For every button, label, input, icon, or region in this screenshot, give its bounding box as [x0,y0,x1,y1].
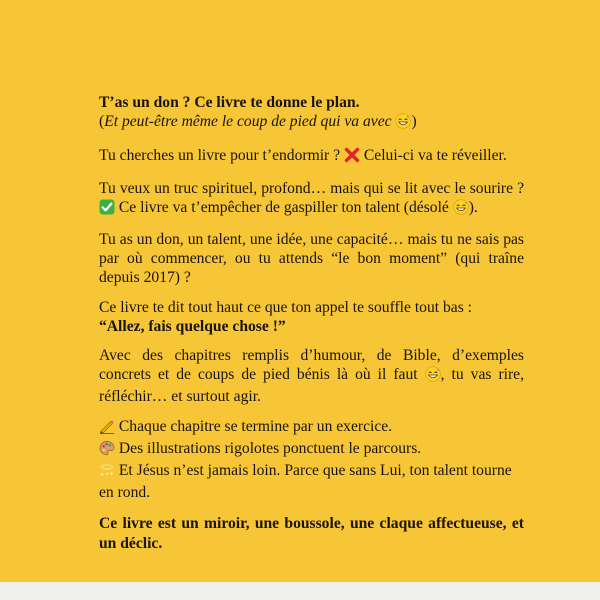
paragraph-spiritual-text-b: Ce livre va t’empêcher de gaspiller ton talent (désolé [115,198,453,216]
feature-text: Et Jésus n’est jamais loin. Parce que sans Lui, ton talent tourne en rond. [99,462,512,502]
closing-statement: Ce livre est un miroir, une boussole, une claque affectueuse, et un déclic. [99,515,524,552]
paragraph-sleep-text-b: Celui-ci va te réveiller. [359,147,507,165]
paragraph-chapters [99,346,524,407]
headline-title: T’as un don ? Ce livre te donne le plan. [99,94,360,111]
sparkle-halo-icon [99,462,115,483]
paragraph-chapters-text-b: , tu vas rire, réfléchir… et surtout agir. [99,366,524,406]
paragraph-calling-text: Ce livre te dit tout haut ce que ton appel te souffle tout bas : [99,298,473,316]
paragraph-sleep [99,146,524,168]
feature-text: Chaque chapitre se termine par un exercice. [115,417,393,435]
paragraph-calling [99,298,524,336]
subtitle-close-paren: ) [411,113,417,131]
headline-subtitle: Et peut-être même le coup de pied qui va avec [104,113,396,131]
description-text [99,93,524,553]
green-check-icon [99,199,115,220]
feature-item [99,439,524,461]
bottom-strip [0,582,600,600]
pencil-writing-icon [99,418,115,439]
headline [99,93,524,134]
paragraph-gift: Tu as un don, un talent, une idée, une capacité… mais tu ne sais pas par où commencer, ou tu attends “le bon moment” (qui traîne depuis 2017) ? [99,231,524,287]
red-cross-icon [344,147,360,168]
artist-palette-icon [99,440,115,461]
call-to-action-quote: “Allez, fais quelque chose !” [99,317,286,335]
paragraph-spiritual-text-c: ). [468,198,478,216]
feature-text: Des illustrations rigolotes ponctuent le parcours. [115,439,422,457]
grinning-sweat-icon [395,113,411,134]
paragraph-spiritual [99,179,524,220]
paragraph-chapters-text-a: Avec des chapitres remplis d’humour, de Bible, d’exemples concrets et de coups de pied bénis là où il faut [99,347,524,384]
paragraph-sleep-text-a: Tu cherches un livre pour t’endormir ? [99,147,344,165]
grinning-sweat-icon [453,199,469,220]
feature-list [99,417,524,503]
feature-item [99,417,524,439]
subtitle-open-paren: ( [99,113,105,131]
paragraph-spiritual-text-a: Tu veux un truc spirituel, profond… mais qui se lit avec le sourire ? [99,179,524,197]
feature-item [99,461,524,502]
grinning-sweat-icon [425,366,441,387]
